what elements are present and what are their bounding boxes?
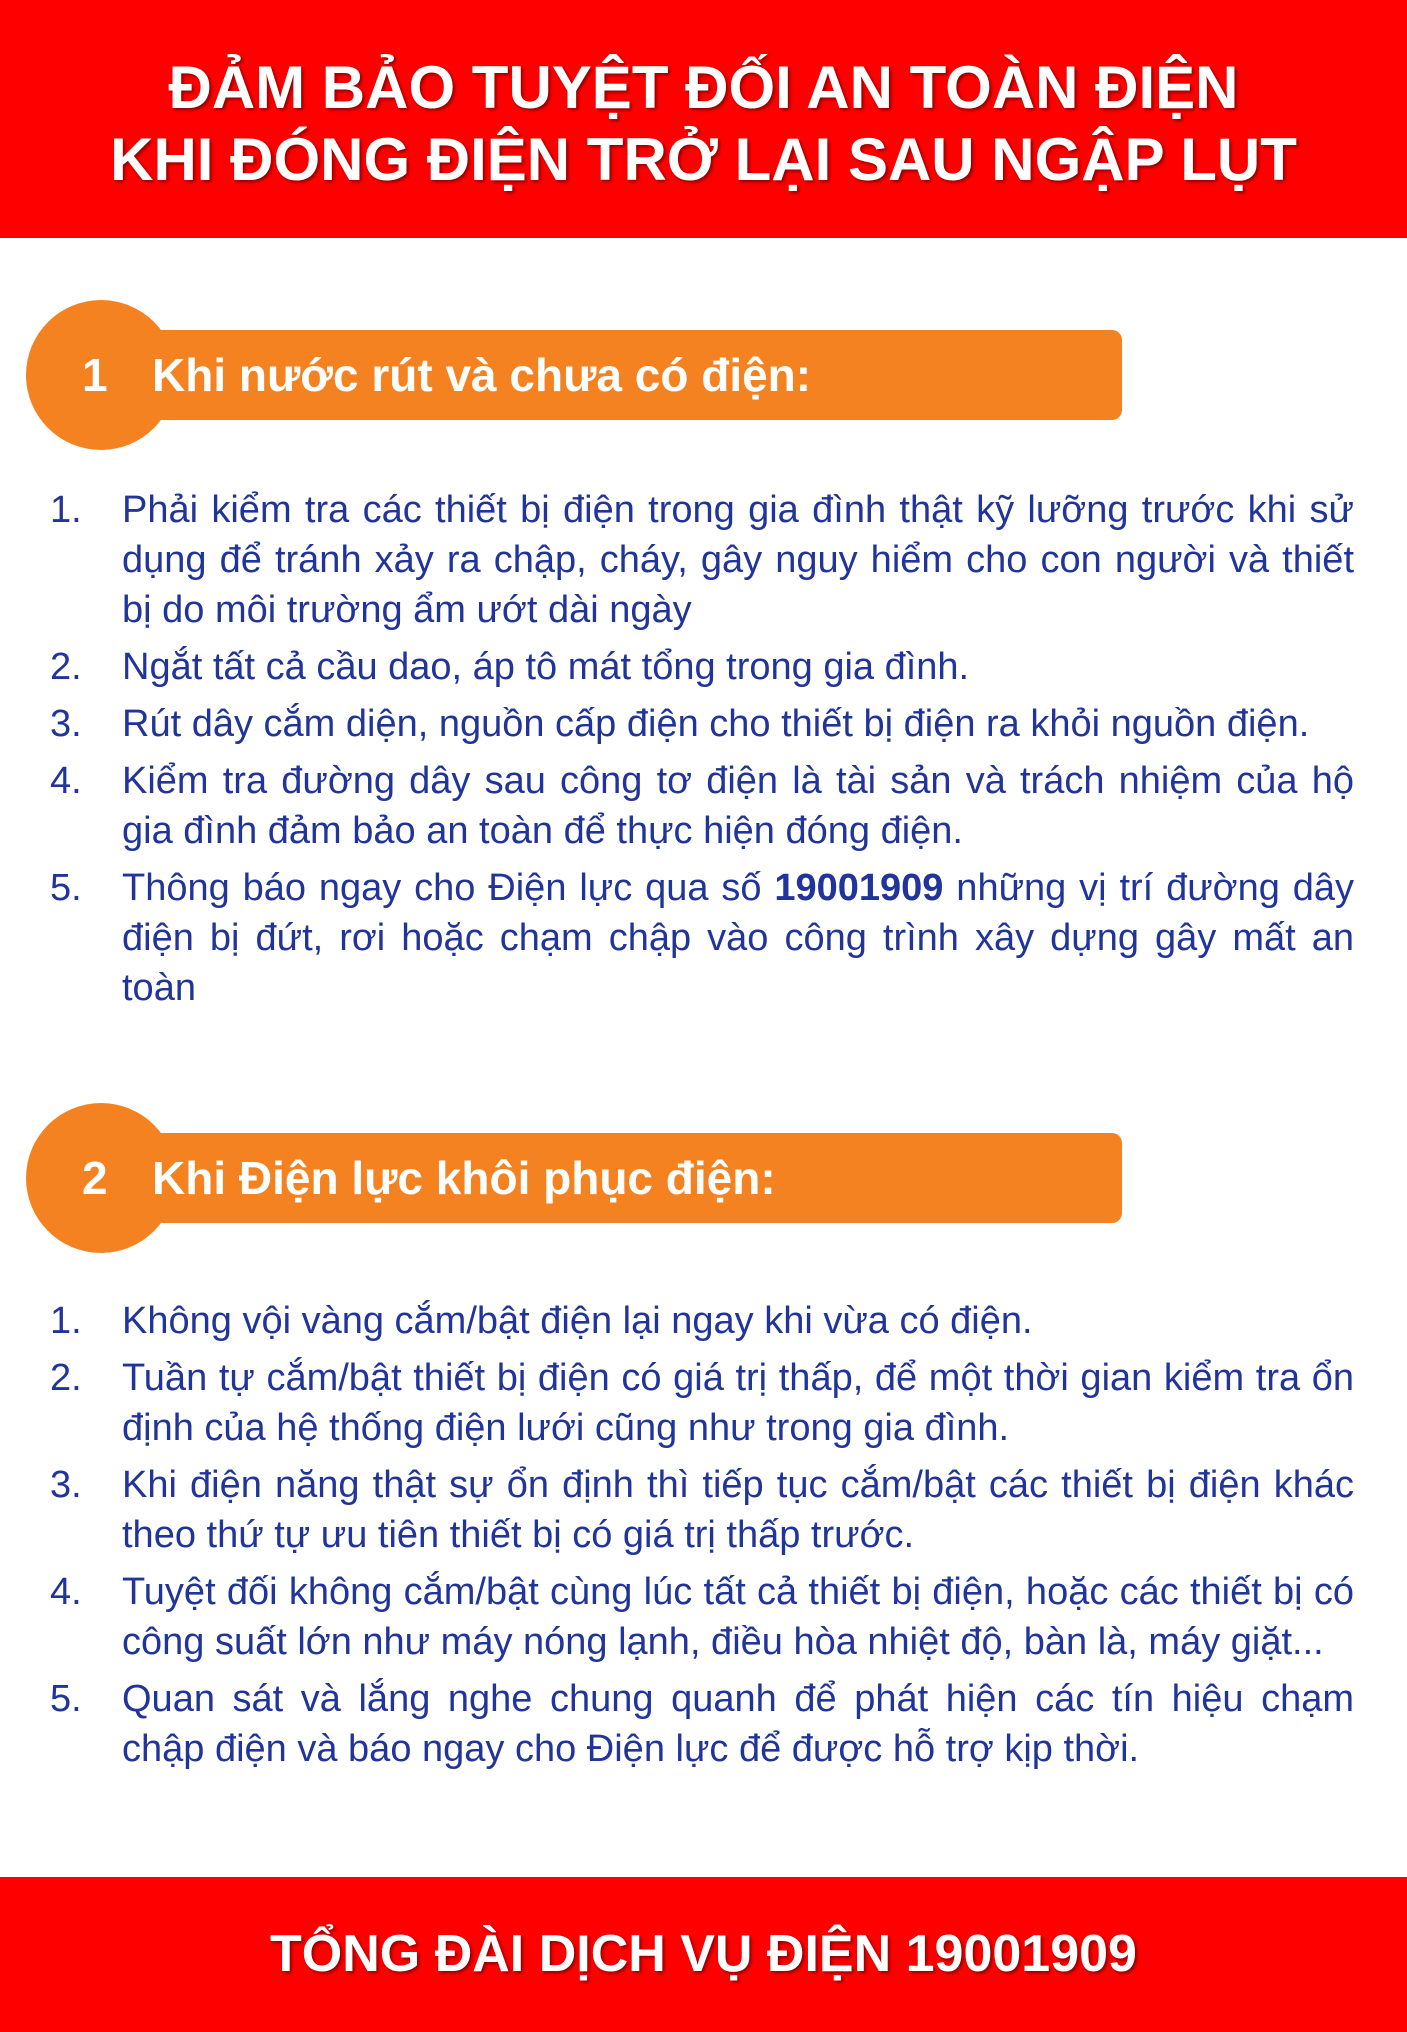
list-item-text-post: những vị trí đường dây điện bị đứt, rơi hoặc chạm chập vào công trình xây dựng gây mất an toàn <box>122 867 1354 1009</box>
section-2-list <box>50 1296 1354 1781</box>
section-1-list <box>50 485 1354 1020</box>
list-item-text: Tuyệt đối không cắm/bật cùng lúc tất cả thiết bị điện, hoặc các thiết bị có công suất lớn như máy nóng lạnh, điều hòa nhiệt độ, bàn là, máy giặt... <box>122 1571 1354 1663</box>
header-title-line-1: ĐẢM BẢO TUYỆT ĐỐI AN TOÀN ĐIỆN <box>168 54 1239 121</box>
list-item-text: Khi điện năng thật sự ổn định thì tiếp tục cắm/bật các thiết bị điện khác theo thứ tự ưu tiên thiết bị có giá trị thấp trước. <box>122 1464 1354 1556</box>
list-item-number: 1. <box>50 489 82 531</box>
list-item-number: 5. <box>50 1678 82 1720</box>
list-item-text-pre: Thông báo ngay cho Điện lực qua số <box>122 867 775 909</box>
hotline-number: 19001909 <box>774 867 944 909</box>
list-item <box>50 1460 1354 1560</box>
footer-hotline-text: TỔNG ĐÀI DỊCH VỤ ĐIỆN 19001909 <box>270 1925 1137 1983</box>
list-item <box>50 1674 1354 1774</box>
list-item-text: Rút dây cắm diện, nguồn cấp điện cho thiết bị điện ra khỏi nguồn điện. <box>122 703 1310 745</box>
page-footer <box>0 1877 1407 2032</box>
list-item-number: 2. <box>50 646 82 688</box>
list-item-text: Kiểm tra đường dây sau công tơ điện là tài sản và trách nhiệm của hộ gia đình đảm bảo an toàn để thực hiện đóng điện. <box>122 760 1354 852</box>
list-item-text: Không vội vàng cắm/bật điện lại ngay khi vừa có điện. <box>122 1300 1033 1342</box>
section-2-title: Khi Điện lực khôi phục điện: <box>152 1152 776 1204</box>
list-item-number: 3. <box>50 1464 82 1506</box>
section-1-title: Khi nước rút và chưa có điện: <box>152 349 812 401</box>
list-item-text: Tuần tự cắm/bật thiết bị điện có giá trị thấp, để một thời gian kiểm tra ổn định của hệ thống điện lưới cũng như trong gia đình. <box>122 1357 1354 1449</box>
list-item <box>50 485 1354 635</box>
list-item-text: Quan sát và lắng nghe chung quanh để phát hiện các tín hiệu chạm chập điện và báo ngay cho Điện lực để được hỗ trợ kịp thời. <box>122 1678 1354 1770</box>
list-item <box>50 1353 1354 1453</box>
list-item-text: Phải kiểm tra các thiết bị điện trong gia đình thật kỹ lưỡng trước khi sử dụng để tránh xảy ra chập, cháy, gây nguy hiểm cho con người và thiết bị do môi trường ẩm ướt dài ngày <box>122 489 1354 631</box>
list-item <box>50 1567 1354 1667</box>
section-1-heading <box>26 300 1122 450</box>
list-item <box>50 642 1354 692</box>
list-item-number: 4. <box>50 760 82 802</box>
page-header <box>0 0 1407 238</box>
list-item-number: 4. <box>50 1571 82 1613</box>
section-2-number: 2 <box>82 1152 108 1204</box>
list-item <box>50 1296 1354 1346</box>
list-item-number: 5. <box>50 867 82 909</box>
header-title-line-2: KHI ĐÓNG ĐIỆN TRỞ LẠI SAU NGẬP LỤT <box>110 126 1297 193</box>
list-item-number: 1. <box>50 1300 82 1342</box>
list-item-number: 3. <box>50 703 82 745</box>
list-item-text: Ngắt tất cả cầu dao, áp tô mát tổng trong gia đình. <box>122 646 970 688</box>
section-1-number: 1 <box>82 349 108 401</box>
list-item <box>50 756 1354 856</box>
list-item-number: 2. <box>50 1357 82 1399</box>
list-item <box>50 863 1354 1013</box>
section-2-heading <box>26 1103 1122 1253</box>
list-item <box>50 699 1354 749</box>
